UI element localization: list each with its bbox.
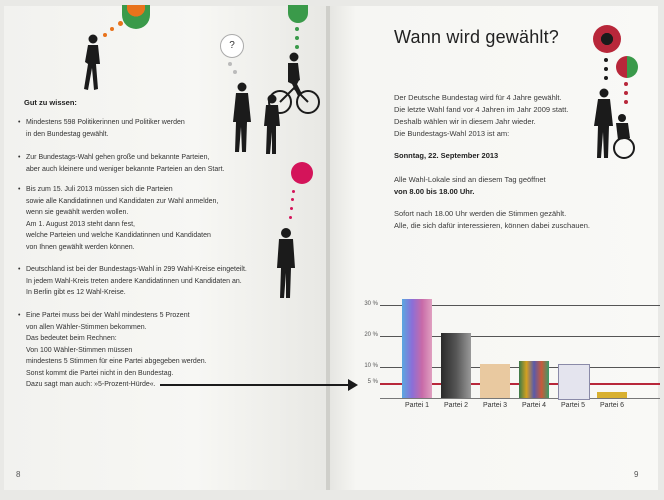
- x-tick-label: Partei 3: [482, 402, 508, 409]
- woman-with-balloon-icon: [276, 228, 296, 300]
- x-tick-label: Partei 1: [404, 402, 430, 409]
- x-tick-label: Partei 2: [443, 402, 469, 409]
- counting-paragraph: [394, 208, 590, 232]
- paragraph-line: Sofort nach 18.00 Uhr werden die Stimmen gezählt.: [394, 209, 567, 218]
- bullet-line: Dazu sagt man auch: »5-Prozent-Hürde«.: [26, 381, 156, 388]
- magenta-balloon-decoration: [291, 162, 313, 184]
- y-tick-label: 10 %: [364, 363, 378, 369]
- bullet-line: In Berlin gibt es 12 Wahl-Kreise.: [26, 289, 126, 296]
- y-tick-label: 30 %: [364, 301, 378, 307]
- bullet-marker: •: [18, 266, 21, 273]
- bullet-line: welche Parteien und welche Kandidatinnen und Kandidaten: [26, 232, 211, 239]
- paragraph-line: Die Bundestags-Wahl 2013 ist am:: [394, 129, 510, 138]
- x-tick-label: Partei 6: [599, 402, 625, 409]
- paragraph-line: Der Deutsche Bundestag wird für 4 Jahre gewählt.: [394, 93, 562, 102]
- page-title: Wann wird gewählt?: [394, 27, 560, 47]
- bullet-line: mindestens 5 Stimmen für eine Partei abgegeben werden.: [26, 358, 207, 365]
- paragraph-line: Alle Wahl-Lokale sind an diesem Tag geöffnet: [394, 175, 546, 184]
- man-with-wheelchair-icon: [590, 88, 638, 160]
- bar-partei-5: [558, 364, 590, 400]
- bar-partei-2: [441, 333, 471, 398]
- speech-bubble-icon: [220, 34, 244, 58]
- baseline: [380, 398, 660, 399]
- bullet-line: in den Bundestag gewählt.: [26, 130, 109, 138]
- x-tick-label: Partei 5: [560, 402, 586, 409]
- walking-person-icon: [80, 34, 106, 92]
- arrow-line: [160, 384, 350, 386]
- bar-partei-6: [597, 392, 627, 398]
- bullet-item: [18, 152, 268, 175]
- question-mark: ?: [229, 40, 235, 51]
- bullet-line: sowie alle Kandidatinnen und Kandidaten zur Wahl anmelden,: [26, 197, 219, 205]
- paragraph-line: Deshalb wählen wir in diesem Jahr wieder.: [394, 117, 536, 126]
- page-number-right: 9: [634, 470, 639, 479]
- bullet-line: Von 100 Wähler-Stimmen müssen: [26, 346, 133, 354]
- bullet-line: aber auch kleinere und weniger bekannte Parteien an den Start.: [26, 165, 225, 173]
- election-date: Sonntag, 22. September 2013: [394, 151, 499, 160]
- bullet-item: [18, 184, 268, 253]
- bullet-line: Mindestens 598 Politikerinnen und Politiker werden: [26, 119, 185, 126]
- bullet-line: In jedem Wahl-Kreis treten andere Kandidatinnen und Kandidaten an.: [26, 277, 242, 285]
- paragraph-line: Die letzte Wahl fand vor 4 Jahren im Jahr 2009 statt.: [394, 105, 569, 114]
- bullet-line: Sonst kommt die Partei nicht in den Bundestag.: [26, 369, 174, 377]
- bullet-item: [18, 264, 268, 299]
- bullet-line: Am 1. August 2013 steht dann fest,: [26, 220, 135, 228]
- bullet-line: von Ihnen gewählt werden können.: [26, 243, 135, 251]
- bullet-line: Eine Partei muss bei der Wahl mindestens 5 Prozent: [26, 312, 190, 319]
- opening-hours: von 8.00 bis 18.00 Uhr.: [394, 187, 475, 196]
- right-page: [330, 6, 658, 490]
- bullet-item: [18, 117, 268, 140]
- intro-paragraph: [394, 92, 568, 140]
- page-number-left: 8: [16, 470, 21, 479]
- bar-partei-3: [480, 364, 510, 398]
- bullet-line: Zur Bundestags-Wahl gehen große und bekannte Parteien,: [26, 154, 210, 161]
- bullet-line: Das bedeutet beim Rechnen:: [26, 335, 117, 342]
- bullet-line: Deutschland ist bei der Bundestags-Wahl in 299 Wahl-Kreise eingeteilt.: [26, 266, 247, 273]
- bullet-marker: •: [18, 119, 21, 126]
- bullet-line: Bis zum 15. Juli 2013 müssen sich die Parteien: [26, 186, 173, 193]
- opening-hours-paragraph: [394, 174, 546, 198]
- bar-partei-1: [402, 299, 432, 398]
- paragraph-line: Alle, die sich dafür interessieren, können dabei zuschauen.: [394, 221, 590, 230]
- red-ring-decoration: [593, 25, 621, 53]
- arrow-head-icon: [348, 379, 358, 391]
- y-tick-label: 5 %: [367, 379, 378, 385]
- x-tick-label: Partei 4: [521, 402, 547, 409]
- bar-partei-4: [519, 361, 549, 398]
- y-tick-label: 20 %: [364, 332, 378, 338]
- bullet-marker: •: [18, 186, 21, 193]
- bullet-marker: •: [18, 312, 21, 319]
- bullet-item: [18, 310, 268, 391]
- bullet-line: von allen Wähler-Stimmen bekommen.: [26, 323, 147, 331]
- green-red-circle-decoration: [616, 56, 638, 78]
- bullet-line: wenn sie gewählt werden wollen.: [26, 209, 129, 216]
- bullet-marker: •: [18, 154, 21, 161]
- intro-heading: Gut zu wissen:: [24, 98, 77, 107]
